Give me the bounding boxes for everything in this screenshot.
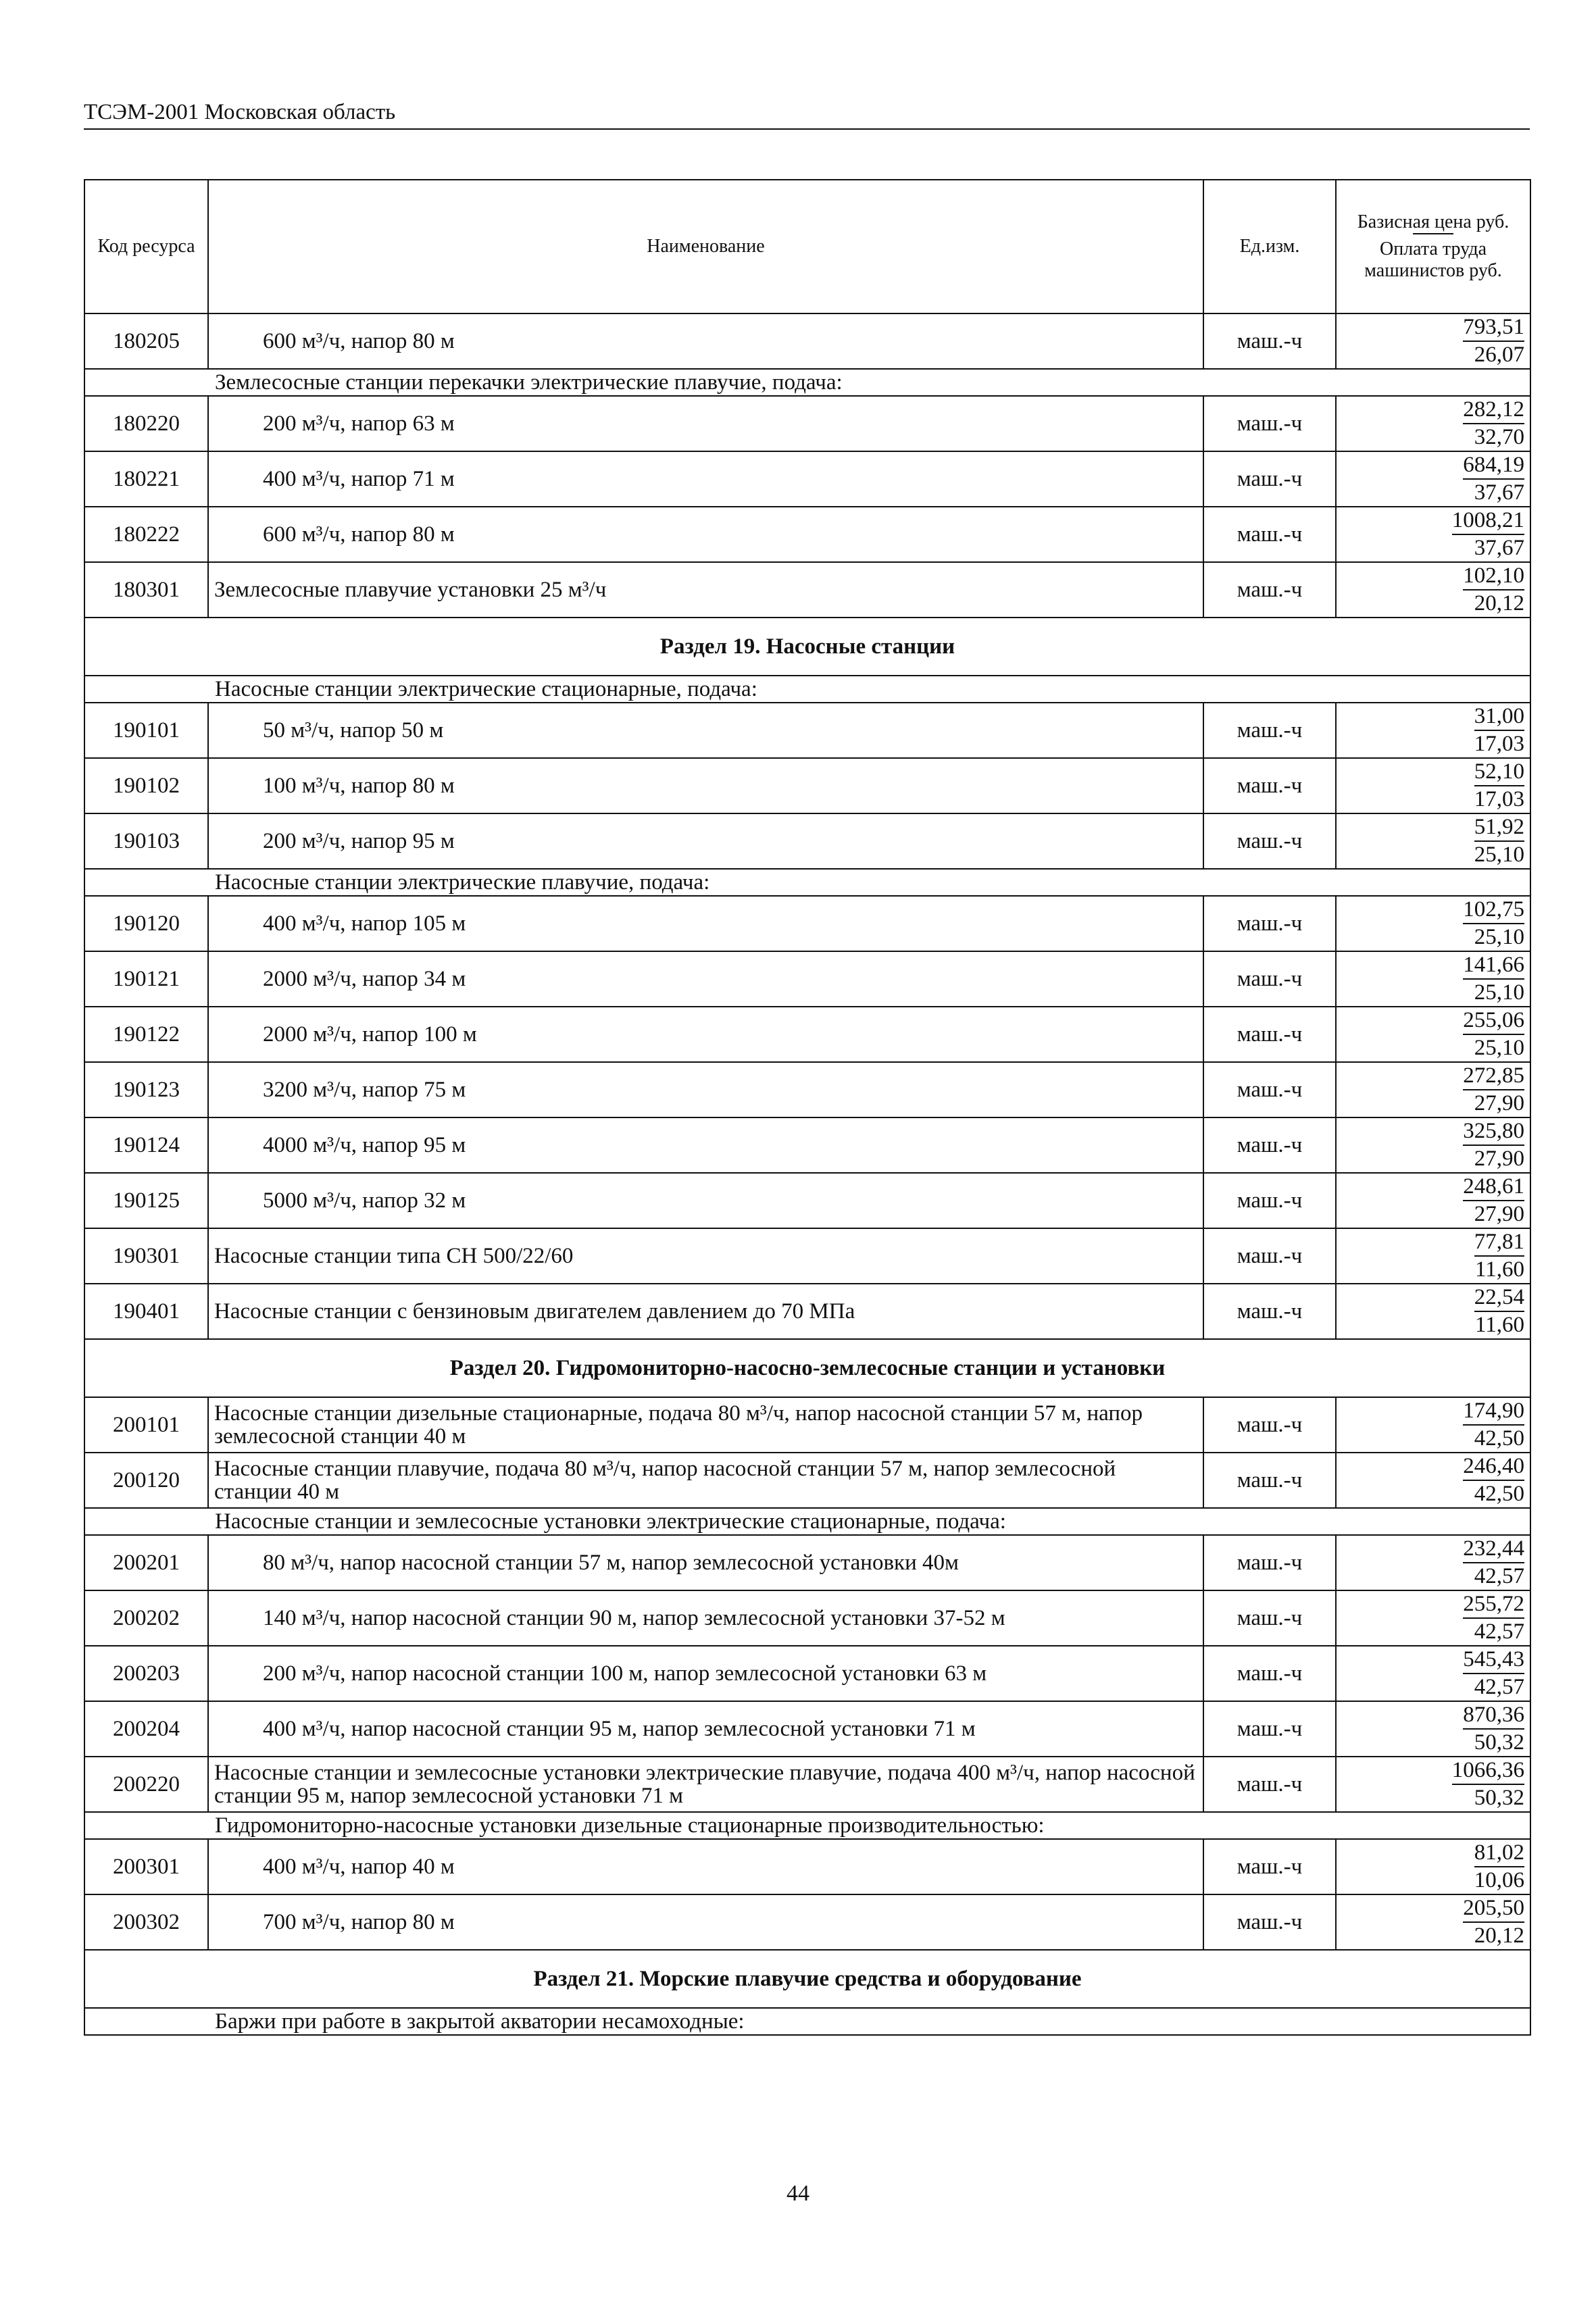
unit: маш.-ч [1203,1007,1336,1062]
table-row [84,1590,1530,1646]
resource-name: 600 м³/ч, напор 80 м [208,507,1203,562]
table-row [84,507,1530,562]
section-row [84,618,1530,676]
unit: маш.-ч [1203,451,1336,507]
resource-code: 180301 [84,562,208,618]
unit: маш.-ч [1203,313,1336,369]
table-header-row [84,180,1530,313]
subgroup-title: Насосные станции электрические плавучие, подача: [208,869,1530,896]
labor-cost: 26,07 [1474,343,1524,367]
unit: маш.-ч [1203,813,1336,869]
base-price: 1008,21 [1452,508,1524,535]
labor-cost: 50,32 [1474,1730,1524,1755]
base-price: 325,80 [1463,1119,1524,1146]
section-title: Раздел 19. Насосные станции [84,618,1530,676]
resource-code: 190123 [84,1062,208,1117]
table-row [84,1284,1530,1339]
base-price: 870,36 [1463,1703,1524,1730]
labor-cost: 27,90 [1474,1147,1524,1171]
column-header-price [1336,180,1530,313]
table-row [84,313,1530,369]
table-row [84,1757,1530,1812]
table-row [84,1894,1530,1950]
resource-name: Насосные станции и землесосные установки электрические плавучие, подача 400 м³/ч, напор насосной станции 95 м, напор землесосной установки 71 м [208,1757,1203,1812]
labor-cost: 20,12 [1474,1923,1524,1948]
subgroup-title: Землесосные станции перекачки электрические плавучие, подача: [208,369,1530,396]
base-price: 102,10 [1463,563,1524,590]
resource-name: 2000 м³/ч, напор 100 м [208,1007,1203,1062]
table-row [84,1839,1530,1894]
base-price: 246,40 [1463,1454,1524,1481]
resource-code: 180221 [84,451,208,507]
running-header: ТСЭМ-2001 Московская область [84,100,396,124]
resource-code: 180220 [84,396,208,451]
base-price: 52,10 [1474,759,1524,786]
unit: маш.-ч [1203,1757,1336,1812]
unit: маш.-ч [1203,1894,1336,1950]
resource-name: 200 м³/ч, напор 95 м [208,813,1203,869]
unit: маш.-ч [1203,1535,1336,1590]
unit: маш.-ч [1203,1397,1336,1453]
resource-name: 400 м³/ч, напор 71 м [208,451,1203,507]
table-row [84,896,1530,951]
base-price: 141,66 [1463,953,1524,980]
resource-code: 190301 [84,1228,208,1284]
base-price: 205,50 [1463,1896,1524,1923]
unit: маш.-ч [1203,896,1336,951]
resource-name: 140 м³/ч, напор насосной станции 90 м, напор землесосной установки 37-52 м [208,1590,1203,1646]
subgroup-row [84,676,1530,703]
subgroup-row [84,2008,1530,2035]
base-price: 793,51 [1463,315,1524,342]
header-rule [84,128,1530,130]
subgroup-row [84,369,1530,396]
column-header-unit: Ед.изм. [1203,180,1336,313]
table-row [84,758,1530,813]
resource-name: Насосные станции дизельные стационарные, подача 80 м³/ч, напор насосной станции 57 м, напор землесосной станции 40 м [208,1397,1203,1453]
labor-cost: 11,60 [1474,1313,1524,1337]
base-price: 255,72 [1463,1592,1524,1619]
labor-cost: 37,67 [1474,536,1524,560]
unit: маш.-ч [1203,1646,1336,1701]
subgroup-row [84,1812,1530,1839]
resource-code: 190124 [84,1117,208,1173]
base-price: 232,44 [1463,1536,1524,1563]
base-price: 684,19 [1463,453,1524,480]
labor-cost: 42,57 [1474,1564,1524,1588]
labor-cost: 27,90 [1474,1202,1524,1226]
resource-name: 3200 м³/ч, напор 75 м [208,1062,1203,1117]
resource-name: 400 м³/ч, напор насосной станции 95 м, напор землесосной установки 71 м [208,1701,1203,1757]
unit: маш.-ч [1203,951,1336,1007]
base-price: 102,75 [1463,897,1524,924]
subgroup-title: Насосные станции и землесосные установки электрические стационарные, подача: [208,1508,1530,1535]
labor-cost: 42,57 [1474,1619,1524,1644]
labor-cost: 25,10 [1474,925,1524,949]
resource-code: 200220 [84,1757,208,1812]
resource-code: 200101 [84,1397,208,1453]
column-header-price-line2: Оплата труда машинистов руб. [1364,238,1502,281]
unit: маш.-ч [1203,703,1336,758]
resource-code: 180222 [84,507,208,562]
labor-cost: 17,03 [1474,732,1524,756]
resource-name: 400 м³/ч, напор 40 м [208,1839,1203,1894]
base-price: 1066,36 [1452,1758,1524,1785]
table-row [84,1117,1530,1173]
labor-cost: 42,50 [1474,1482,1524,1506]
table-row [84,1228,1530,1284]
table-row [84,1062,1530,1117]
header-fraction-rule [1413,233,1453,234]
table-row [84,1007,1530,1062]
table-row [84,951,1530,1007]
table-row [84,813,1530,869]
unit: маш.-ч [1203,1284,1336,1339]
subgroup-row [84,1508,1530,1535]
base-price: 272,85 [1463,1063,1524,1090]
resource-code: 200302 [84,1894,208,1950]
section-row [84,1339,1530,1397]
resource-name: 80 м³/ч, напор насосной станции 57 м, напор землесосной установки 40м [208,1535,1203,1590]
resource-code: 200203 [84,1646,208,1701]
page-number: 44 [787,2181,809,2206]
base-price: 255,06 [1463,1008,1524,1035]
resource-code: 190121 [84,951,208,1007]
resource-name: Насосные станции с бензиновым двигателем давлением до 70 МПа [208,1284,1203,1339]
table-row [84,1646,1530,1701]
resource-code: 190102 [84,758,208,813]
resource-code: 200202 [84,1590,208,1646]
table-row [84,562,1530,618]
labor-cost: 17,03 [1474,787,1524,811]
labor-cost: 25,10 [1474,842,1524,867]
unit: маш.-ч [1203,1228,1336,1284]
column-header-code: Код ресурса [84,180,208,313]
unit: маш.-ч [1203,396,1336,451]
base-price: 174,90 [1463,1399,1524,1426]
resource-name: 700 м³/ч, напор 80 м [208,1894,1203,1950]
resource-code: 190125 [84,1173,208,1228]
resource-name: 400 м³/ч, напор 105 м [208,896,1203,951]
subgroup-row [84,869,1530,896]
resource-code: 200204 [84,1701,208,1757]
resource-code: 190101 [84,703,208,758]
resource-name: 200 м³/ч, напор насосной станции 100 м, напор землесосной установки 63 м [208,1646,1203,1701]
table-row [84,1453,1530,1508]
unit: маш.-ч [1203,1117,1336,1173]
labor-cost: 50,32 [1474,1786,1524,1810]
unit: маш.-ч [1203,1839,1336,1894]
resource-name: 4000 м³/ч, напор 95 м [208,1117,1203,1173]
base-price: 81,02 [1474,1840,1524,1867]
unit: маш.-ч [1203,507,1336,562]
base-price: 77,81 [1474,1230,1524,1257]
unit: маш.-ч [1203,1173,1336,1228]
resource-code: 190120 [84,896,208,951]
unit: маш.-ч [1203,758,1336,813]
labor-cost: 20,12 [1474,591,1524,615]
labor-cost: 27,90 [1474,1091,1524,1115]
resource-name: 100 м³/ч, напор 80 м [208,758,1203,813]
base-price: 31,00 [1474,704,1524,731]
unit: маш.-ч [1203,1590,1336,1646]
labor-cost: 10,06 [1474,1868,1524,1892]
resource-name: Землесосные плавучие установки 25 м³/ч [208,562,1203,618]
resource-name: 2000 м³/ч, напор 34 м [208,951,1203,1007]
labor-cost: 42,57 [1474,1675,1524,1699]
labor-cost: 32,70 [1474,425,1524,449]
resource-code: 200120 [84,1453,208,1508]
base-price: 282,12 [1463,397,1524,424]
labor-cost: 37,67 [1474,480,1524,505]
column-header-price-line1: Базисная цена руб. [1357,211,1510,232]
base-price: 248,61 [1463,1174,1524,1201]
base-price: 51,92 [1474,815,1524,842]
unit: маш.-ч [1203,1062,1336,1117]
resource-name: 5000 м³/ч, напор 32 м [208,1173,1203,1228]
column-header-name: Наименование [208,180,1203,313]
table-row [84,1535,1530,1590]
resource-name: 600 м³/ч, напор 80 м [208,313,1203,369]
resource-code: 200201 [84,1535,208,1590]
base-price: 545,43 [1463,1647,1524,1674]
resource-code: 190103 [84,813,208,869]
section-title: Раздел 21. Морские плавучие средства и оборудование [84,1950,1530,2008]
table-row [84,451,1530,507]
labor-cost: 25,10 [1474,1036,1524,1060]
section-row [84,1950,1530,2008]
resource-code: 200301 [84,1839,208,1894]
base-price: 22,54 [1474,1285,1524,1312]
labor-cost: 11,60 [1474,1257,1524,1282]
resource-name: 200 м³/ч, напор 63 м [208,396,1203,451]
resource-name: 50 м³/ч, напор 50 м [208,703,1203,758]
price-table [84,179,1531,2036]
unit: маш.-ч [1203,562,1336,618]
table-row [84,396,1530,451]
subgroup-title: Гидромониторно-насосные установки дизельные стационарные производительностью: [208,1812,1530,1839]
subgroup-title: Насосные станции электрические стационарные, подача: [208,676,1530,703]
table-row [84,703,1530,758]
resource-code: 190401 [84,1284,208,1339]
table-row [84,1397,1530,1453]
resource-name: Насосные станции типа СН 500/22/60 [208,1228,1203,1284]
resource-name: Насосные станции плавучие, подача 80 м³/ч, напор насосной станции 57 м, напор землесосной станции 40 м [208,1453,1203,1508]
table-row [84,1701,1530,1757]
unit: маш.-ч [1203,1453,1336,1508]
unit: маш.-ч [1203,1701,1336,1757]
subgroup-title: Баржи при работе в закрытой акватории несамоходные: [208,2008,1530,2035]
resource-code: 180205 [84,313,208,369]
resource-code: 190122 [84,1007,208,1062]
section-title: Раздел 20. Гидромониторно-насосно-землесосные станции и установки [84,1339,1530,1397]
table-row [84,1173,1530,1228]
labor-cost: 25,10 [1474,980,1524,1005]
labor-cost: 42,50 [1474,1426,1524,1451]
